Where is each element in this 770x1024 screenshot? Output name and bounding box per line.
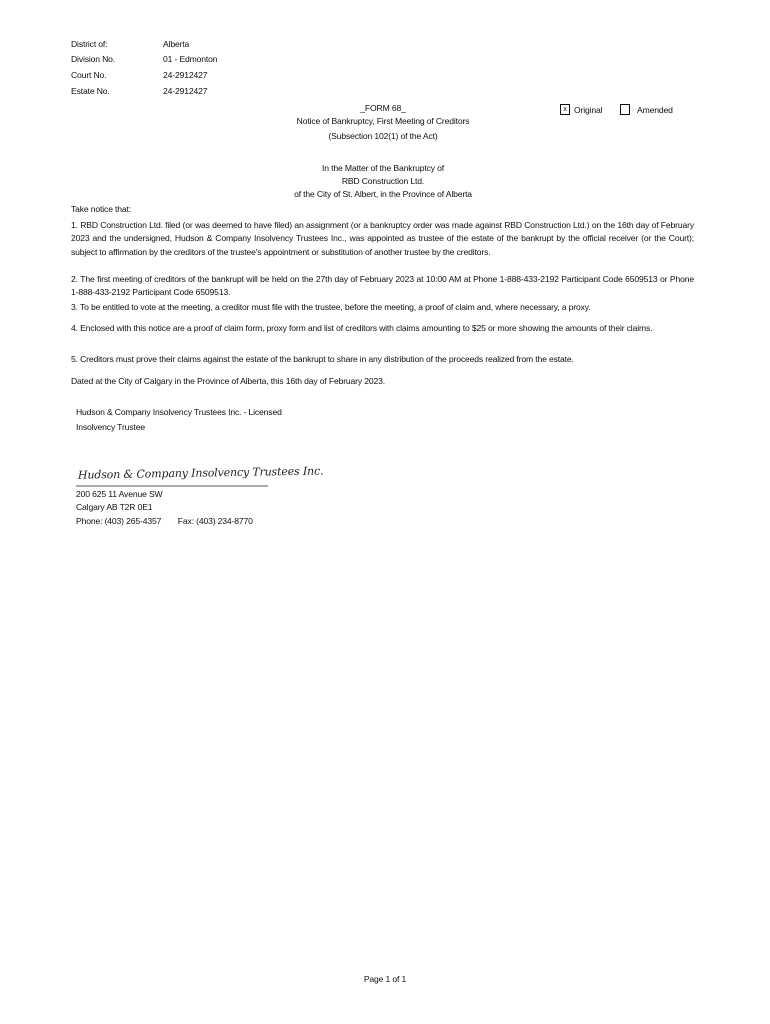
- trustee-name-line1: Hudson & Company Insolvency Trustees Inc. - Licensed: [76, 407, 282, 417]
- trustee-signature: [76, 460, 324, 490]
- division-value: 01 - Edmonton: [163, 54, 218, 64]
- court-value: 24-2912427: [163, 70, 208, 80]
- estate-value: 24-2912427: [163, 86, 208, 96]
- signature-text: Hudson & Company Insolvency Trustees Inc.: [77, 464, 324, 482]
- matter-line2: RBD Construction Ltd.: [341, 176, 425, 186]
- paragraph-1: 1. RBD Construction Ltd. filed (or was deemed to have filed) an assignment (or a bankruptcy order was made against RBD Construction Ltd.) on the 16th day of February 2023 and the undersigned, Hudson & Company Insolvency Trustees Inc., was appointed as trustee of the estate of the bankrupt by the official receiver (or the Court); subject to affirmation by the creditors of the trustee's appointment or substitution of another trustee by the creditors.: [71, 220, 694, 257]
- division-label: Division No.: [71, 54, 116, 64]
- district-value: Alberta: [163, 39, 190, 49]
- page-number: Page 1 of 1: [363, 974, 407, 984]
- fax-number: Fax: (403) 234-8770: [177, 516, 253, 526]
- form-title: Notice of Bankruptcy, First Meeting of Creditors: [296, 116, 470, 126]
- district-label: District of:: [71, 39, 108, 49]
- original-label: Original: [574, 105, 603, 115]
- paragraph-4: 4. Enclosed with this notice are a proof of claim form, proxy form and list of creditors with claims amounting to $25 or more showing the amounts of their claims.: [71, 323, 653, 333]
- paragraph-2: 2. The first meeting of creditors of the bankrupt will be held on the 27th day of February 2023 at 10:00 AM at Phone 1-888-433-2192 Participant Code 6509513 or Phone 1-888-433-2192 Participant Code 6509513.: [71, 274, 694, 298]
- address-line2: Calgary AB T2R 0E1: [76, 502, 153, 512]
- matter-line1: In the Matter of the Bankruptcy of: [322, 163, 444, 173]
- amended-label: Amended: [637, 105, 673, 115]
- matter-line3: of the City of St. Albert, in the Province of Alberta: [294, 189, 472, 199]
- contact-row: [76, 515, 253, 529]
- form-subsection: (Subsection 102(1) of the Act): [328, 131, 438, 141]
- estate-label: Estate No.: [71, 86, 110, 96]
- paragraph-5: 5. Creditors must prove their claims against the estate of the bankrupt to share in any distribution of the proceeds realized from the estate.: [71, 354, 574, 364]
- address-line1: 200 625 11 Avenue SW: [76, 489, 163, 499]
- amended-checkbox[interactable]: [620, 104, 630, 115]
- trustee-name-line2: Insolvency Trustee: [76, 422, 145, 432]
- dated-line: Dated at the City of Calgary in the Province of Alberta, this 16th day of February 2023.: [71, 376, 386, 386]
- intro-text: Take notice that:: [71, 204, 132, 214]
- court-label: Court No.: [71, 70, 107, 80]
- original-checkbox[interactable]: x: [560, 104, 570, 115]
- paragraph-3: 3. To be entitled to vote at the meeting, a creditor must file with the trustee, before the meeting, a proof of claim and, where necessary, a proxy.: [71, 302, 591, 312]
- phone-number: Phone: (403) 265-4357: [76, 516, 162, 526]
- form-number: _FORM 68_: [360, 103, 406, 113]
